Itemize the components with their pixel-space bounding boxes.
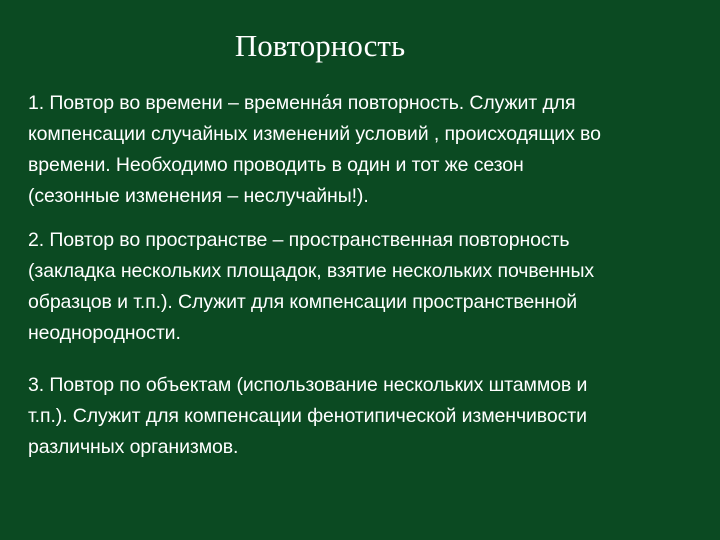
paragraph-line: компенсации случайных изменений условий , происходящих во: [28, 123, 601, 145]
paragraph-line: (закладка нескольких площадок, взятие нескольких почвенных: [28, 260, 595, 282]
paragraph-object-repetition: [28, 370, 696, 463]
paragraph-line: т.п.). Служит для компенсации фенотипической изменчивости: [28, 405, 587, 427]
paragraph-line: 3. Повтор по объектам (использование нескольких штаммов и: [28, 374, 588, 396]
paragraph-line: 2. Повтор во пространстве – пространственная повторность: [28, 229, 570, 251]
slide-title: Повторность: [234, 28, 406, 63]
paragraph-space-repetition: [28, 225, 696, 349]
paragraph-line: неоднородности.: [28, 322, 181, 344]
paragraph-line: различных организмов.: [28, 436, 239, 458]
paragraph-time-repetition: [28, 88, 696, 212]
paragraph-line: 1. Повтор во времени – временна́я повторность. Служит для: [28, 92, 576, 114]
paragraph-line: времени. Необходимо проводить в один и тот же сезон: [28, 154, 524, 176]
paragraph-line: образцов и т.п.). Служит для компенсации пространственной: [28, 291, 578, 313]
paragraph-line: (сезонные изменения – неслучайны!).: [28, 185, 369, 207]
